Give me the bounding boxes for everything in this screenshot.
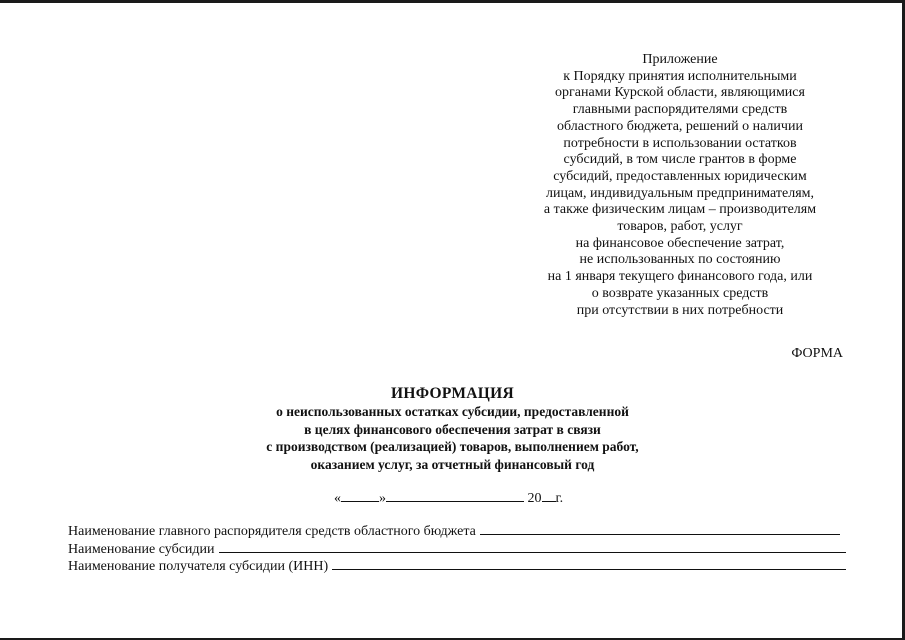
subtitle-line: оказанием услуг, за отчетный финансовый год (310, 456, 595, 472)
appendix-line: на финансовое обеспечение затрат, (575, 235, 785, 251)
field-label: Наименование субсидии (68, 541, 215, 557)
year-blank[interactable] (542, 489, 556, 502)
year-suffix: г. (555, 491, 564, 506)
appendix-line: не использованных по состоянию (579, 252, 781, 268)
year-prefix: 20 (527, 491, 542, 506)
appendix-line: субсидий, в том числе грантов в форме (563, 152, 797, 168)
day-blank[interactable] (341, 489, 379, 502)
appendix-line: областного бюджета, решений о наличии (557, 118, 803, 134)
subtitle-line: с производством (реализацией) товаров, выполнением работ, (266, 439, 639, 454)
document-title: ИНФОРМАЦИЯ (391, 385, 514, 402)
appendix-line: о возврате указанных средств (591, 285, 769, 301)
form-label: ФОРМА (791, 346, 843, 361)
appendix-line: главными распорядителями средств (572, 102, 788, 118)
field-label: Наименование получателя субсидии (ИНН) (68, 559, 329, 574)
field-label: Наименование главного распорядителя средств областного бюджета (68, 524, 476, 539)
appendix-line: товаров, работ, услуг (617, 219, 743, 235)
appendix-line: при отсутствии в них потребности (576, 302, 784, 318)
appendix-line: органами Курской области, являющимися (555, 85, 805, 101)
appendix-line: на 1 января текущего финансового года, или (547, 269, 813, 285)
appendix-line: Приложение (642, 52, 718, 67)
appendix-header (510, 52, 850, 319)
scan-border-top (0, 0, 905, 3)
appendix-line: субсидий, предоставленных юридическим (553, 168, 807, 184)
field-blank[interactable] (332, 558, 846, 570)
document-subtitle (200, 403, 705, 473)
field-row-main-administrator (68, 523, 846, 541)
appendix-line: потребности в использовании остатков (563, 135, 797, 151)
date-open-quote: « (334, 491, 341, 506)
field-row-recipient (68, 558, 846, 576)
appendix-line: лицам, индивидуальным предпринимателям, (546, 185, 814, 201)
subtitle-line: о неиспользованных остатках субсидии, предоставленной (276, 404, 629, 419)
appendix-line: к Порядку принятия исполнительными (563, 68, 797, 84)
date-line (334, 489, 563, 507)
appendix-line: а также физическим лицам – производителям (543, 202, 817, 218)
field-row-subsidy-name (68, 541, 846, 559)
date-close-quote: » (379, 491, 386, 506)
document-heading (200, 384, 705, 473)
month-blank[interactable] (386, 489, 524, 502)
field-blank[interactable] (480, 523, 840, 535)
fields-block (68, 523, 846, 576)
field-blank[interactable] (219, 541, 846, 553)
subtitle-line: в целях финансового обеспечения затрат в связи (304, 421, 601, 437)
